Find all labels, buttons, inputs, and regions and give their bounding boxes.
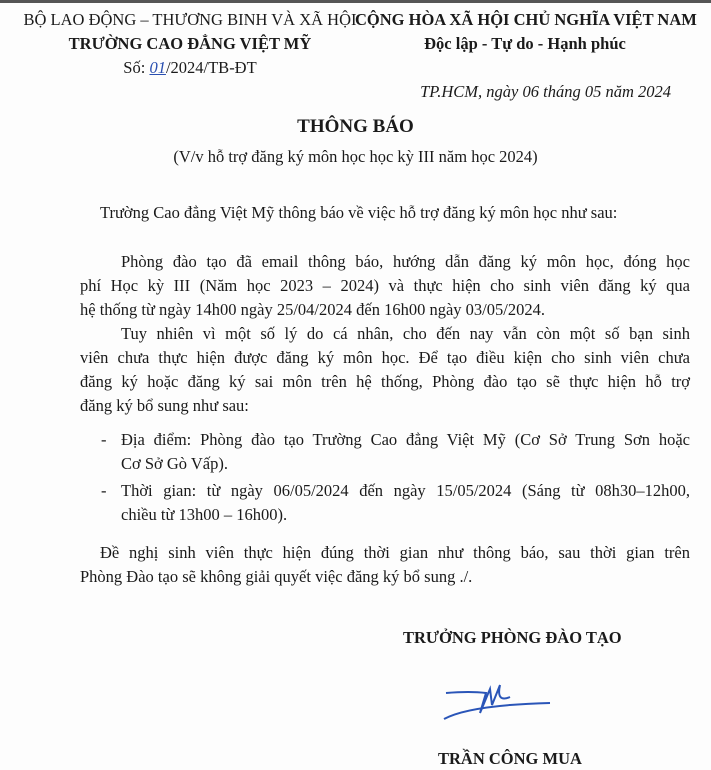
bullet-time-line: Thời gian: từ ngày 06/05/2024 đến ngày 15/05/2024 (Sáng từ 08h30–12h00,: [121, 481, 690, 500]
document-title: THÔNG BÁO: [297, 116, 414, 137]
page-top-border: [0, 0, 711, 3]
ministry-name: BỘ LAO ĐỘNG – THƯƠNG BINH VÀ XÃ HỘI: [23, 10, 357, 29]
number-prefix: Số:: [123, 58, 150, 77]
intro-paragraph: Trường Cao đẳng Việt Mỹ thông báo về việc hỗ trợ đăng ký môn học như sau:: [100, 203, 618, 222]
bullet-dash: -: [101, 481, 107, 500]
closing-line: Phòng Đào tạo sẽ không giải quyết việc đăng ký bổ sung ./.: [80, 567, 473, 586]
country-name: CỘNG HÒA XÃ HỘI CHỦ NGHĨA VIỆT NAM: [355, 10, 697, 29]
bullet-time-line: chiều từ 13h00 – 16h00).: [121, 505, 288, 524]
paragraph-line: đăng ký hoặc đăng ký sai môn trên hệ thống, Phòng đào tạo sẽ thực hiện hỗ trợ: [80, 372, 690, 391]
document-date: TP.HCM, ngày 06 tháng 05 năm 2024: [420, 82, 671, 101]
paragraph-line: hệ thống từ ngày 14h00 ngày 25/04/2024 đến 16h00 ngày 03/05/2024.: [80, 300, 545, 319]
handwritten-signature: [440, 675, 560, 725]
bullet-dash: -: [101, 430, 107, 449]
signer-name: TRẦN CÔNG MUA: [438, 749, 582, 768]
bullet-location-line: Cơ Sở Gò Vấp).: [121, 454, 228, 473]
closing-line: Đề nghị sinh viên thực hiện đúng thời gian như thông báo, sau thời gian trên: [100, 543, 690, 562]
paragraph-line: viên chưa thực hiện được đăng ký môn học. Để tạo điều kiện cho sinh viên chưa: [80, 348, 690, 367]
paragraph-line: Phòng đào tạo đã email thông báo, hướng dẫn đăng ký môn học, đóng học: [121, 252, 690, 271]
paragraph-line: Tuy nhiên vì một số lý do cá nhân, cho đến nay vẫn còn một số bạn sinh: [121, 324, 690, 343]
document-number: [20, 57, 360, 79]
signer-role: TRƯỞNG PHÒNG ĐÀO TẠO: [403, 628, 622, 647]
paragraph-line: đăng ký bổ sung như sau:: [80, 396, 249, 415]
document-subtitle: (V/v hỗ trợ đăng ký môn học học kỳ III năm học 2024): [173, 147, 538, 166]
number-handwritten: 01: [149, 58, 166, 77]
school-name: TRƯỜNG CAO ĐẲNG VIỆT MỸ: [68, 34, 312, 53]
national-motto: Độc lập - Tự do - Hạnh phúc: [424, 34, 626, 53]
bullet-location-line: Địa điểm: Phòng đào tạo Trường Cao đẳng Việt Mỹ (Cơ Sở Trung Sơn hoặc: [121, 430, 690, 449]
number-suffix: /2024/TB-ĐT: [165, 58, 257, 77]
paragraph-line: phí Học kỳ III (Năm học 2023 – 2024) và thực hiện cho sinh viên đăng ký qua: [80, 276, 690, 295]
